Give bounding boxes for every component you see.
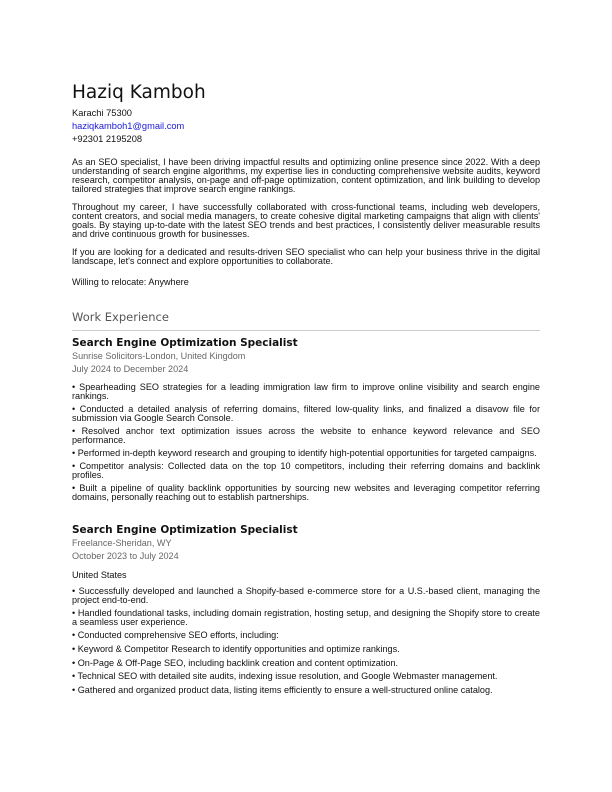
- candidate-name: Haziq Kamboh: [72, 82, 206, 103]
- job-entry: [72, 524, 540, 700]
- summary-text: Throughout my career, I have successfully collaborated with cross-functional teams, including web developers, content creators, and social media managers, to create cohesive digital marketing campaigns that align with clients' goals. By staying up-to-date with the latest SEO trends and best practices, I consistently deliver measurable results and drive continuous growth for businesses.: [72, 202, 540, 239]
- job-dates: July 2024 to December 2024: [72, 364, 189, 374]
- job-title: Search Engine Optimization Specialist: [72, 337, 298, 349]
- job-title: Search Engine Optimization Specialist: [72, 524, 298, 536]
- job-bullet: • Gathered and organized product data, listing items efficiently to ensure a well-structured online catalog.: [72, 685, 493, 696]
- email-link[interactable]: haziqkamboh1@gmail.com: [72, 121, 185, 131]
- relocation-note: [72, 278, 540, 287]
- job-bullet: • Successfully developed and launched a Shopify-based e-commerce store for a U.S.-based client, managing the project end-to-end.: [72, 586, 540, 605]
- job-bullet: • Spearheading SEO strategies for a leading immigration law firm to improve online visibility and search engine rankings.: [72, 382, 540, 401]
- phone: +92301 2195208: [72, 134, 143, 144]
- summary-paragraph-2: [72, 203, 540, 239]
- job-company: Sunrise Solicitors-London, United Kingdom: [72, 351, 246, 361]
- summary-paragraph-1: [72, 158, 540, 194]
- section-divider: [72, 330, 540, 331]
- job-bullet: • Technical SEO with detailed site audits, indexing issue resolution, and Google Webmaster management.: [72, 671, 498, 682]
- job-bullet: • Performed in-depth keyword research and grouping to identify high-potential opportunities for targeted campaigns.: [72, 447, 537, 458]
- section-heading-work-experience: Work Experience: [72, 310, 169, 324]
- summary-text: If you are looking for a dedicated and results-driven SEO specialist who can help your business thrive in the digital landscape, let's connect and explore opportunities to collaborate.: [72, 247, 540, 266]
- job-bullet: • Conducted a detailed analysis of referring domains, filtered low-quality links, and finalized a disavow file for submission via Google Search Console.: [72, 403, 540, 423]
- job-bullet: • Competitor analysis: Collected data on the top 10 competitors, including their referring domains and backlink profiles.: [72, 461, 540, 480]
- job-bullet: • Keyword & Competitor Research to identify opportunities and optimize rankings.: [72, 643, 400, 654]
- job-bullet: • Resolved anchor text optimization issues across the website to enhance keyword relevance and SEO performance.: [72, 425, 540, 445]
- summary-paragraph-3: [72, 248, 540, 266]
- contact-info: [72, 107, 540, 146]
- job-location: United States: [72, 570, 127, 580]
- relocation-text: Willing to relocate: Anywhere: [72, 277, 189, 287]
- job-company: Freelance-Sheridan, WY: [72, 538, 172, 548]
- location: Karachi 75300: [72, 108, 132, 118]
- job-entry: [72, 337, 540, 506]
- job-bullet: • Conducted comprehensive SEO efforts, including:: [72, 629, 279, 640]
- summary-text: As an SEO specialist, I have been driving impactful results and optimizing online presence since 2022. With a deep understanding of search engine algorithms, my expertise lies in conducting comprehensive website audits, keyword research, competitor analysis, on-page and off-page optimization, content optimization, and link building to develop tailored strategies that improve search engine rankings.: [72, 157, 540, 194]
- job-bullet: • Built a pipeline of quality backlink opportunities by sourcing new websites and leveraging competitor referring domains, personally reaching out to establish partnerships.: [72, 483, 540, 502]
- job-bullet: • On-Page & Off-Page SEO, including backlink creation and content optimization.: [72, 657, 399, 668]
- job-bullet: • Handled foundational tasks, including domain registration, hosting setup, and designing the Shopify store to create a seamless user experience.: [72, 607, 540, 627]
- job-dates: October 2023 to July 2024: [72, 551, 179, 561]
